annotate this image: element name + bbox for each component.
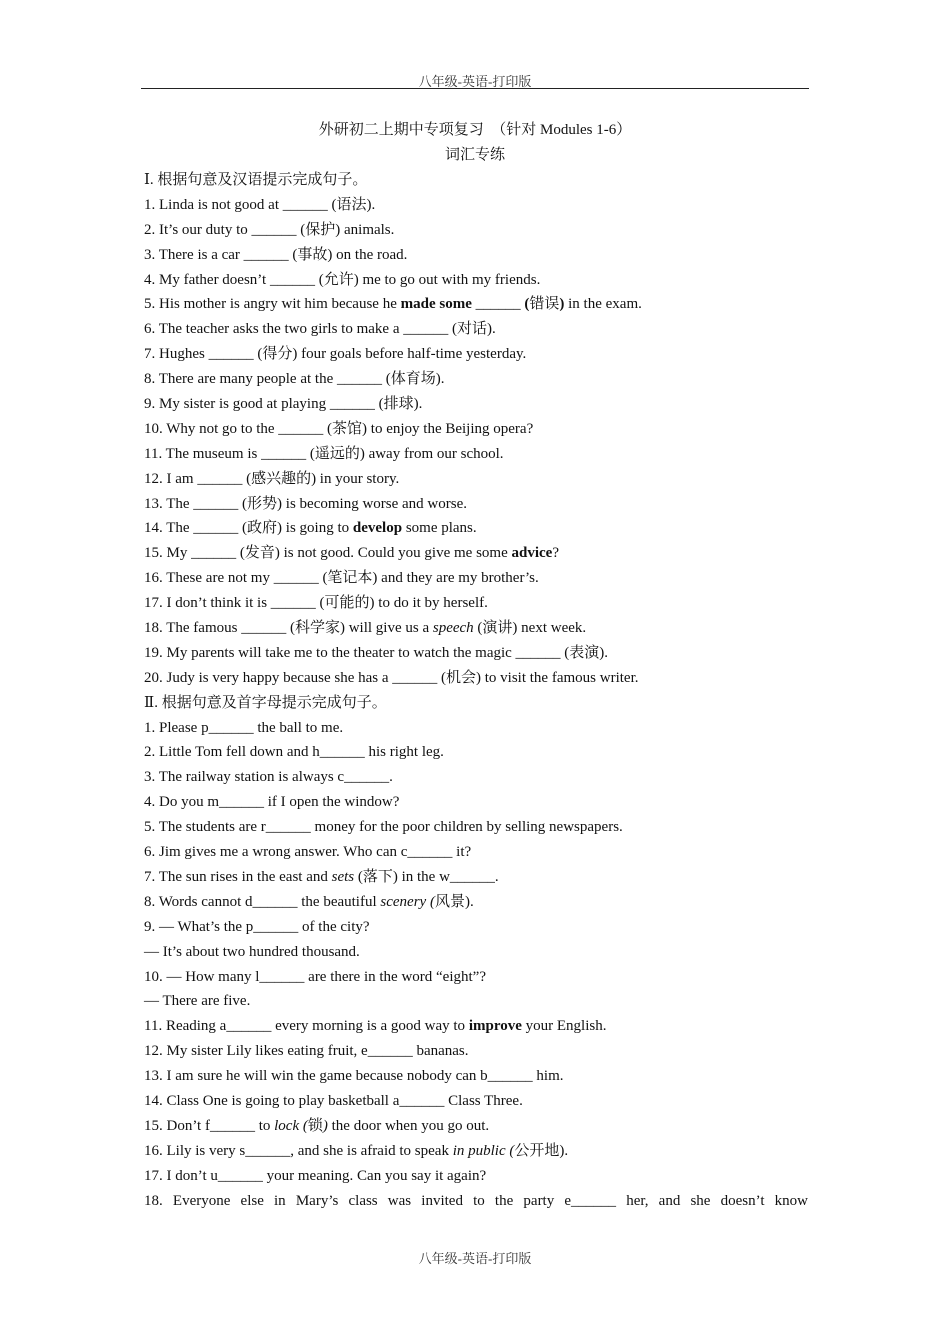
line-text: 锁 — [307, 1117, 323, 1134]
exercise-line — [144, 1014, 808, 1039]
exercise-line — [144, 193, 808, 218]
line-text: in the exam. — [564, 296, 642, 313]
exercise-line — [144, 965, 808, 990]
exercise-line — [144, 1039, 808, 1064]
exercise-line — [144, 641, 808, 666]
exercise-line — [144, 1089, 808, 1114]
line-text: scenery ( — [380, 893, 435, 910]
line-text: 11. Reading a______ every morning is a good way to — [144, 1018, 469, 1035]
line-text: 13. The ______ (形势) is becoming worse and worse. — [144, 495, 467, 512]
line-text: 18. Everyone else in Mary’s class was invited to the party e______ her, and she doesn’t know — [144, 1192, 808, 1209]
line-text: (演讲) next week. — [473, 620, 587, 637]
exercise-line — [144, 716, 808, 741]
line-text: 公开地). — [514, 1142, 569, 1159]
exercise-line — [144, 467, 808, 492]
line-text: made some — [400, 296, 472, 313]
line-text: ) — [322, 1117, 328, 1134]
line-text: 1. Linda is not good at ______ (语法). — [144, 196, 376, 213]
line-text: speech — [432, 620, 474, 637]
line-text: 15. Don’t f______ to — [144, 1117, 275, 1134]
line-text: 7. Hughes ______ (得分) four goals before half-time yesterday. — [144, 346, 527, 363]
line-text: 16. Lily is very s______, and she is afraid to speak — [144, 1142, 453, 1159]
line-text: 12. My sister Lily likes eating fruit, e______ bananas. — [144, 1043, 469, 1060]
exercise-line — [144, 1114, 808, 1139]
section-heading — [144, 168, 808, 193]
header-rule — [141, 88, 809, 89]
exercise-line — [144, 417, 808, 442]
exercise-line — [144, 367, 808, 392]
exercise-line — [144, 890, 808, 915]
line-text: 5. The students are r______ money for the poor children by selling newspapers. — [144, 819, 623, 836]
exercise-line — [144, 243, 808, 268]
exercise-line — [144, 740, 808, 765]
line-text: advice — [511, 545, 553, 562]
exercise-line — [144, 790, 808, 815]
exercise-line — [144, 541, 808, 566]
line-text: 8. There are many people at the ______ (体育场). — [144, 371, 445, 388]
line-text: lock ( — [274, 1117, 308, 1134]
exercise-line — [144, 865, 808, 890]
line-text: ( — [524, 296, 530, 313]
line-text: 18. The famous ______ (科学家) will give us a — [144, 620, 433, 637]
line-text: 14. Class One is going to play basketball a______ Class Three. — [144, 1092, 523, 1109]
exercise-line — [144, 666, 808, 691]
line-text: sets — [331, 868, 355, 885]
line-text: 3. The railway station is always c______. — [144, 769, 393, 786]
exercise-line — [144, 840, 808, 865]
exercise-line — [144, 815, 808, 840]
line-text: — It’s about two hundred thousand. — [144, 943, 360, 960]
line-text: Ⅰ. 根据句意及汉语提示完成句子。 — [144, 172, 368, 188]
line-text: (落下) in the w______. — [354, 868, 499, 885]
line-text: improve — [468, 1018, 522, 1035]
line-text: 错误 — [529, 296, 560, 313]
exercise-line — [144, 317, 808, 342]
line-text: 4. My father doesn’t ______ (允许) me to go out with my friends. — [144, 271, 541, 288]
line-text: 2. Little Tom fell down and h______ his right leg. — [144, 744, 444, 761]
exercise-line — [144, 218, 808, 243]
exercise-line — [144, 566, 808, 591]
line-text: in public ( — [452, 1142, 515, 1159]
section-heading — [144, 691, 808, 716]
line-text: some plans. — [402, 520, 477, 537]
line-text: 6. The teacher asks the two girls to make a ______ (对话). — [144, 321, 496, 338]
line-text: 8. Words cannot d______ the beautiful — [144, 893, 381, 910]
exercise-line — [144, 1139, 808, 1164]
line-text: 10. Why not go to the ______ (茶馆) to enjoy the Beijing opera? — [144, 420, 534, 437]
exercise-line — [144, 591, 808, 616]
exercise-line — [144, 392, 808, 417]
exercise-line — [144, 442, 808, 467]
line-text: 风景). — [434, 893, 474, 910]
line-text: develop — [352, 520, 403, 537]
exercise-line — [144, 342, 808, 367]
exercise-line — [144, 1164, 808, 1189]
line-text: ) — [559, 296, 565, 313]
line-text: 4. Do you m______ if I open the window? — [144, 794, 400, 811]
line-text: 15. My ______ (发音) is not good. Could you give me some — [144, 545, 512, 562]
line-text: 16. These are not my ______ (笔记本) and they are my brother’s. — [144, 570, 539, 587]
line-text: 1. Please p______ the ball to me. — [144, 719, 344, 736]
line-text: 6. Jim gives me a wrong answer. Who can c______ it? — [144, 844, 472, 861]
exercise-line — [144, 1064, 808, 1089]
line-text: 20. Judy is very happy because she has a ______ (机会) to visit the famous writer. — [144, 669, 639, 686]
line-text: 5. His mother is angry wit him because he — [144, 296, 401, 313]
exercise-line — [144, 915, 808, 940]
exercise-body — [144, 168, 808, 1213]
line-text: — There are five. — [144, 993, 251, 1010]
line-text: 17. I don’t u______ your meaning. Can you say it again? — [144, 1167, 487, 1184]
line-text: 11. The museum is ______ (遥远的) away from our school. — [144, 445, 504, 462]
line-text: your English. — [521, 1018, 607, 1035]
exercise-line — [144, 1189, 808, 1214]
exercise-line — [144, 940, 808, 965]
line-text: ______ — [471, 296, 525, 313]
exercise-line — [144, 516, 808, 541]
line-text: 14. The ______ (政府) is going to — [144, 520, 353, 537]
line-text: 19. My parents will take me to the theater to watch the magic ______ (表演). — [144, 644, 609, 661]
line-text: the door when you go out. — [327, 1117, 490, 1134]
exercise-line — [144, 616, 808, 641]
exercise-line — [144, 292, 808, 317]
exercise-line — [144, 268, 808, 293]
exercise-line — [144, 492, 808, 517]
line-text: 2. It’s our duty to ______ (保护) animals. — [144, 221, 395, 238]
line-text: 10. — How many l______ are there in the word “eight”? — [144, 968, 486, 985]
line-text: ? — [552, 545, 559, 562]
line-text: 12. I am ______ (感兴趣的) in your story. — [144, 470, 400, 487]
running-footer: 八年级-英语-打印版 — [418, 1251, 532, 1266]
exercise-line — [144, 989, 808, 1014]
line-text: 13. I am sure he will win the game because nobody can b______ him. — [144, 1068, 564, 1085]
line-text: 9. — What’s the p______ of the city? — [144, 918, 370, 935]
document-subtitle: 词汇专练 — [444, 147, 505, 163]
document-title: 外研初二上期中专项复习 （针对 Modules 1-6） — [318, 122, 632, 138]
exercise-line — [144, 765, 808, 790]
line-text: 3. There is a car ______ (事故) on the road. — [144, 246, 408, 263]
line-text: 17. I don’t think it is ______ (可能的) to do it by herself. — [144, 595, 488, 612]
line-text: 7. The sun rises in the east and — [144, 868, 332, 885]
line-text: Ⅱ. 根据句意及首字母提示完成句子。 — [144, 694, 387, 711]
running-header: 八年级-英语-打印版 — [418, 74, 532, 89]
line-text: 9. My sister is good at playing ______ (排球). — [144, 396, 423, 413]
